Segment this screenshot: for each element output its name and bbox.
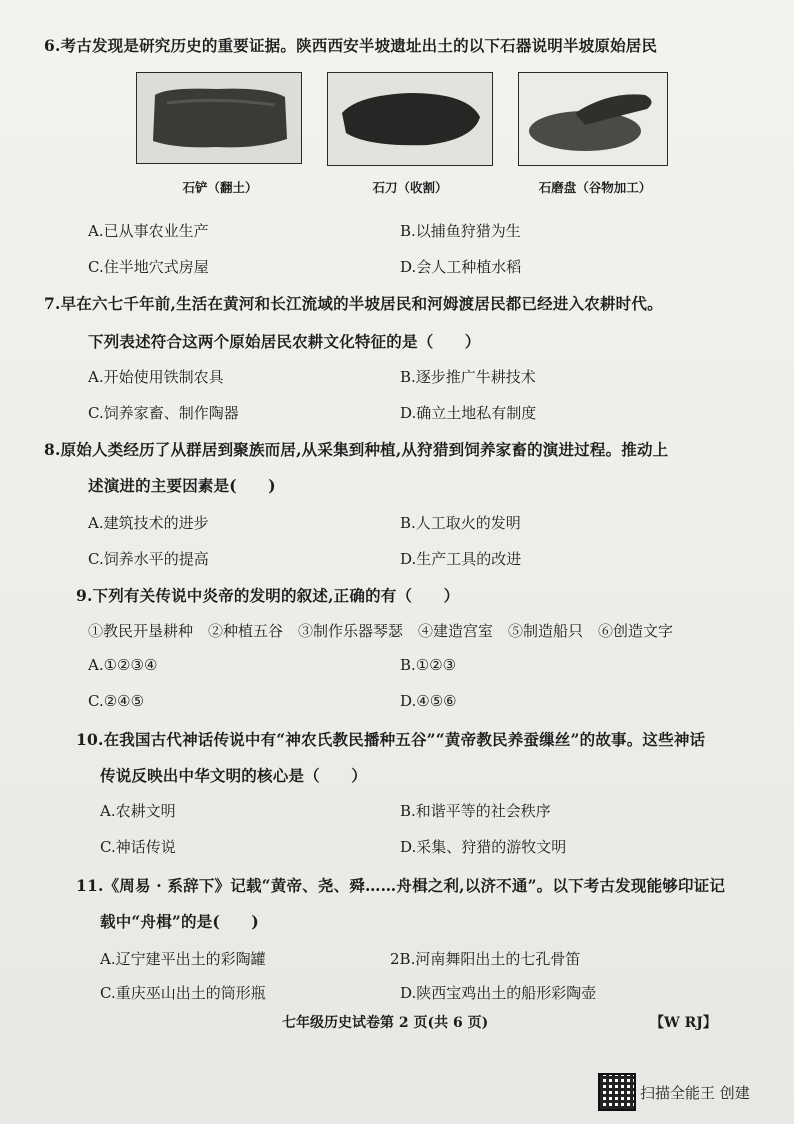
stone-knife-photo	[327, 72, 493, 166]
caption-stone-shovel: 石铲（翻土）	[182, 180, 258, 195]
q8-option-a[interactable]: A.建筑技术的进步	[88, 514, 209, 532]
q10-stem-line2: 传说反映出中华文明的核心是（ ）	[100, 766, 367, 785]
q10-option-c[interactable]: C.神话传说	[100, 838, 176, 856]
q6-option-d[interactable]: D.会人工种植水稻	[400, 258, 522, 276]
q10-option-d[interactable]: D.采集、狩猎的游牧文明	[400, 838, 567, 856]
q11-option-d[interactable]: D.陕西宝鸡出土的船形彩陶壶	[400, 984, 597, 1002]
page-footer: 七年级历史试卷第 2 页(共 6 页)	[282, 1015, 489, 1031]
q7-option-d[interactable]: D.确立土地私有制度	[400, 404, 537, 422]
q8-option-b[interactable]: B.人工取火的发明	[400, 514, 521, 532]
q9-option-c[interactable]: C.②④⑤	[88, 692, 145, 710]
q6-option-b[interactable]: B.以捕鱼狩猎为生	[400, 222, 521, 240]
caption-grinding-stone: 石磨盘（谷物加工）	[538, 180, 652, 195]
stone-knife-image	[328, 73, 492, 165]
q11-stem-line1: 11.《周易 · 系辞下》记载“黄帝、尧、舜……舟楫之利,以济不通”。以下考古发现能够印证记	[76, 876, 726, 895]
q6-option-a[interactable]: A.已从事农业生产	[88, 222, 209, 240]
q9-option-d[interactable]: D.④⑤⑥	[400, 692, 457, 710]
q7-option-c[interactable]: C.饲养家畜、制作陶器	[88, 404, 239, 422]
q10-stem-line1: 10.在我国古代神话传说中有“神农氏教民播种五谷”“黄帝教民养蚕缫丝”的故事。这些神话	[76, 730, 706, 749]
q7-stem-line1: 7.早在六七千年前,生活在黄河和长江流域的半坡居民和河姆渡居民都已经进入农耕时代。	[44, 294, 663, 313]
q9-option-a[interactable]: A.①②③④	[88, 656, 158, 674]
q8-stem-line1: 8.原始人类经历了从群居到聚族而居,从采集到种植,从狩猎到饲养家畜的演进过程。推动上	[44, 440, 669, 459]
q8-option-c[interactable]: C.饲养水平的提高	[88, 550, 209, 568]
q10-option-b[interactable]: B.和谐平等的社会秩序	[400, 802, 551, 820]
q6-stem: 6.考古发现是研究历史的重要证据。陕西西安半坡遗址出土的以下石器说明半坡原始居民	[44, 36, 658, 55]
grinding-stone-photo	[518, 72, 668, 166]
q6-option-c[interactable]: C.住半地穴式房屋	[88, 258, 209, 276]
q9-statements: ①教民开垦耕种 ②种植五谷 ③制作乐器琴瑟 ④建造宫室 ⑤制造船只 ⑥创造文字	[88, 622, 674, 640]
q11-option-c[interactable]: C.重庆巫山出土的筒形瓶	[100, 984, 266, 1002]
q7-stem-line2: 下列表述符合这两个原始居民农耕文化特征的是（ ）	[88, 332, 481, 351]
stone-shovel-image	[137, 73, 301, 163]
q8-option-d[interactable]: D.生产工具的改进	[400, 550, 522, 568]
q7-option-b[interactable]: B.逐步推广牛耕技术	[400, 368, 536, 386]
q10-option-a[interactable]: A.农耕文明	[100, 802, 176, 820]
caption-stone-knife: 石刀（收割）	[372, 180, 448, 195]
q9-stem: 9.下列有关传说中炎帝的发明的叙述,正确的有（ ）	[76, 586, 460, 605]
q11-option-b[interactable]: 2B.河南舞阳出土的七孔骨笛	[390, 950, 581, 968]
q7-option-a[interactable]: A.开始使用铁制农具	[88, 368, 224, 386]
grinding-stone-image	[519, 73, 667, 165]
q11-stem-line2: 载中“舟楫”的是( )	[100, 912, 259, 931]
edition-code: 【W RJ】	[650, 1015, 717, 1031]
scanner-watermark: 扫描全能王 创建	[640, 1084, 750, 1102]
q8-stem-line2: 述演进的主要因素是( )	[88, 476, 276, 495]
stone-shovel-photo	[136, 72, 302, 164]
q11-option-a[interactable]: A.辽宁建平出土的彩陶罐	[100, 950, 266, 968]
q9-option-b[interactable]: B.①②③	[400, 656, 457, 674]
qr-code-icon	[598, 1073, 636, 1111]
